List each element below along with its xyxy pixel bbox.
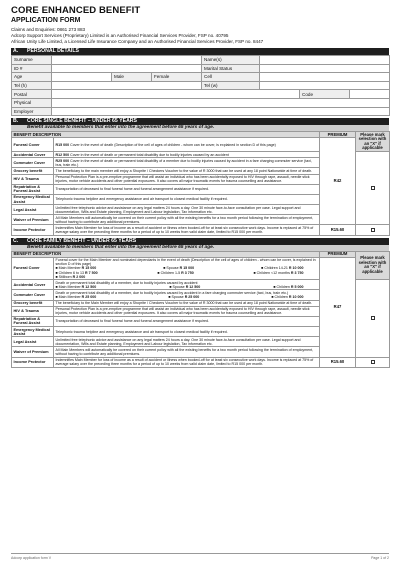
benefit-name: Accidental Cover [12,152,54,158]
section-c-subtitle: Benefit available to members that enter into the agreement before 65 years of age. [11,245,389,251]
benefit-desc: All Main Members will automatically be covered on their current policy with all the existing benefits for a two month period following the termination of employment, without having to contribute any additional premiums. [54,215,320,225]
checkbox-icon[interactable] [371,186,375,190]
benefit-name: Accidental Cover [12,280,54,290]
section-c [11,238,389,368]
section-a [11,48,389,116]
male-option[interactable]: Male [112,73,152,82]
code-label: Code [300,90,350,99]
application-form [11,6,389,368]
family-income-protector-premium: R15.60 [320,357,356,367]
checkbox-icon[interactable] [371,360,375,364]
postal-label: Postal [12,90,52,99]
section-c-title: CORE FAMILY BENEFIT – UNDER 65 YEARS [27,237,137,244]
section-b-bar: B. CORE SINGLE BENEFIT – UNDER 65 YEARS [11,118,389,125]
benefit-desc: Transportation of deceased to final funeral home and funeral arrangement assistance if required. [54,184,320,194]
page-footer [11,556,389,560]
cell-input[interactable] [260,73,390,82]
single-benefit-table [11,131,390,236]
age-input[interactable] [52,73,112,82]
id-input[interactable] [52,64,202,73]
benefit-desc: All Main Members will automatically be covered on their current policy with all the existing benefits for a two month period following the termination of employment, without having to contribute any additional premiums. [54,347,320,357]
income-protector-premium: R15.60 [320,225,356,235]
section-a-title: PERSONAL DETAILS [27,48,79,54]
premium-header: PREMIUM [320,132,356,138]
benefit-desc: Unlimited free telephonic advice and assistance on any legal matters 24 hours a day. One 30 minute face-to-face consultation per case. Legal support and documentation, Wills and Estate planning, Employment and Labour legislation, Tax information etc. [54,205,320,215]
selection-header: Please mark selection with an "X" if applicable [356,251,390,280]
benefit-name: Repatriation & Funeral Assist [12,316,54,326]
postal-input[interactable] [52,90,300,99]
claims-line: Claims and Enquiries: 0861 273 883 [11,27,86,32]
single-benefit-checkbox[interactable] [356,152,390,225]
benefit-desc: The beneficiary to the Main Member will enjoy a Shoprite / Checkers Voucher to the value of R 3000 that can be used at any 18 point Nationwide at time of death. [54,300,320,306]
tel-w-label: Tel (w) [202,81,260,90]
benefit-desc: Telephonic trauma helpline and emergency assistance and air transport to closest medical facility if required. [54,327,320,337]
tel-w-input[interactable] [260,81,390,90]
benefit-name: Funeral Cover [12,138,54,152]
marital-status-label: Marital Status [202,64,260,73]
selection-header: Please mark selection with an "X" if applicable [356,132,390,152]
id-label: ID # [12,64,52,73]
employer-input[interactable] [52,107,390,116]
cell-label: Cell [202,73,260,82]
premium-header: PREMIUM [320,251,356,257]
names-label: Name(s) [202,56,260,65]
benefit-name: Legal Assist [12,337,54,347]
section-c-bar: C. CORE FAMILY BENEFIT – UNDER 65 YEARS [11,238,389,245]
benefit-desc: Indemnifies Main Member for loss of income as a result of accident or illness when booked-off for at least six consecutive work days. Income is replaced at 75% of average salary over the preceding three months for a period of up to 10 weeks from valid claim date, limited to R15 000 per month. [54,357,320,367]
single-premium: R42 [320,138,356,225]
benefit-desc: Personal Protection Plan is a pre-emptive programme that will assist an individual who has been accidentally exposed to HIV through rape, assault, needle stick injuries, motor vehicle accidents and other potential exposures. It also covers all major traumatic events for trauma counselling and assistance. [54,174,320,184]
benefit-desc: Transportation of deceased to final funeral home and funeral arrangement assistance if required. [54,316,320,326]
income-protector-checkbox[interactable] [356,225,390,235]
tel-h-label: Tel (h) [12,81,52,90]
page-number: Page 1 of 2 [371,556,389,560]
benefit-desc: R12 500 Cover in the event of death or permanent total disability due to bodily injuries caused by an accident [54,152,320,158]
benefit-desc: R25 000 Cover in the event of death or permanent total disability of a member due to bodily injuries caused by accident in a fare charging commuter service (taxi, bus, train etc.) [54,158,320,168]
form-header [11,6,389,45]
surname-label: Surname [12,56,52,65]
family-benefit-checkbox[interactable] [356,280,390,357]
benefit-name: Commuter Cover [12,158,54,168]
section-b [11,118,389,236]
benefit-name: Commuter Cover [12,290,54,300]
benefit-name: HIV & Trauma [12,174,54,184]
female-option[interactable]: Female [152,73,202,82]
form-subtitle: APPLICATION FORM [11,17,81,24]
names-input[interactable] [260,56,390,65]
benefit-desc: R15 000 Cover in the event of death (Description of the cell of ages of children - whom can be cover, is explained in section D of this page) [54,138,320,152]
age-label: Age [12,73,52,82]
checkbox-icon[interactable] [371,316,375,320]
benefit-name: Income Protector [12,357,54,367]
benefit-desc: Unlimited free telephonic advice and assistance on any legal matters 24 hours a day. One 30 minute face-to-face consultation per case. Legal support and documentation, Wills and Estate planning, Employment and Labour legislation, Tax information etc. [54,337,320,347]
footer-form-id: Adcorp application form V [11,556,52,560]
family-income-protector-checkbox[interactable] [356,357,390,367]
marital-status-input[interactable] [260,64,390,73]
benefit-desc: Personal Protection Plan is a pre-emptive programme that will assist an individual who has been accidentally exposed to HIV through rape, assault, needle stick injuries, motor vehicle accidents and other potential exposures. It also covers all major traumatic events for trauma counselling and assistance. [54,306,320,316]
footer-divider [11,553,389,554]
benefit-desc: Death or permanent total disability of a member, due to bodily injuries caused by accident ■ Main Member R 12 500 ■ Spouse R 12 500 ■ Children R 5 000 [54,280,320,290]
surname-input[interactable] [52,56,202,65]
benefit-name: Income Protector [12,225,54,235]
benefit-name: HIV & Trauma [12,306,54,316]
benefit-description-header: BENEFIT DESCRIPTION [12,251,320,257]
benefit-description-header: BENEFIT DESCRIPTION [12,132,320,138]
benefit-name: Grocery benefit [12,168,54,174]
family-premium: R47 [320,257,356,357]
section-a-bar: A. PERSONAL DETAILS [11,48,389,55]
physical-label: Physical [12,98,52,107]
checkbox-icon[interactable] [371,228,375,232]
fsp-line-aul: African Unity Life Limited, a Licensed Life Insurance Company and an Authorised Financial Services Provider, FSP no. 8447 [11,39,264,44]
employer-label: Employer [12,107,52,116]
benefit-name: Legal Assist [12,205,54,215]
benefit-name: Waiver of Premium [12,215,54,225]
benefit-desc: Death or permanent total disability of a member, due to bodily injuries caused by accident in a fare charging commuter service (taxi, bus, train etc.) ■ Main Member R 25 000 ■ Spouse R 25 000 ■ Children R 10 000 [54,290,320,300]
benefit-name: Grocery benefit [12,300,54,306]
code-input[interactable] [350,90,390,99]
benefit-name: Funeral Cover [12,257,54,279]
fsp-line-adcorp: Adcorp Support Services (Proprietary) Limited is an Authorised Financial Services Provider, FSP no. 40795 [11,33,229,38]
benefit-name: Emergency Medical Assist [12,194,54,204]
section-b-title: CORE SINGLE BENEFIT – UNDER 65 YEARS [27,118,138,125]
personal-details-table [11,55,390,116]
benefit-name: Repatriation & Funeral Assist [12,184,54,194]
benefit-name: Waiver of Premium [12,347,54,357]
benefit-desc: Indemnifies Main Member for loss of income as a result of accident or illness when booked-off for at least six consecutive work days. Income is replaced at 75% of average salary over the preceding three months for a period of up to 10 weeks from valid claim date, limited to R15 000 per month. [54,225,320,235]
benefit-desc: Telephonic trauma helpline and emergency assistance and air transport to closest medical facility if required. [54,194,320,204]
family-benefit-table [11,251,390,368]
benefit-desc: Funeral cover for the Main Member and nominated dependants in the event of death (Description of the cell of ages of children - whom can be cover, is explained in section D of this page) ■ Main Member R 15 000 ■ Spouse R 15 000 ■ Children 14-21 R 10 000 ■ Children 6 to 13 R 7 500 ■ Children 1-5 R 3 750 ■ Children <12 months R 3 750 ■ Stillborn R 2 000 [54,257,320,279]
benefit-desc: The beneficiary to the main member will enjoy a Shoprite / Checkers Voucher to the value of R 3000 that can be used at any 18 point Nationwide at time of death. [54,168,320,174]
physical-input[interactable] [52,98,390,107]
benefit-name: Emergency Medical Assist [12,327,54,337]
tel-h-input[interactable] [52,81,202,90]
section-b-subtitle: Benefit available to members that enter into the agreement before 65 years of age. [11,125,389,131]
form-title: CORE ENHANCED BENEFIT [11,5,141,16]
